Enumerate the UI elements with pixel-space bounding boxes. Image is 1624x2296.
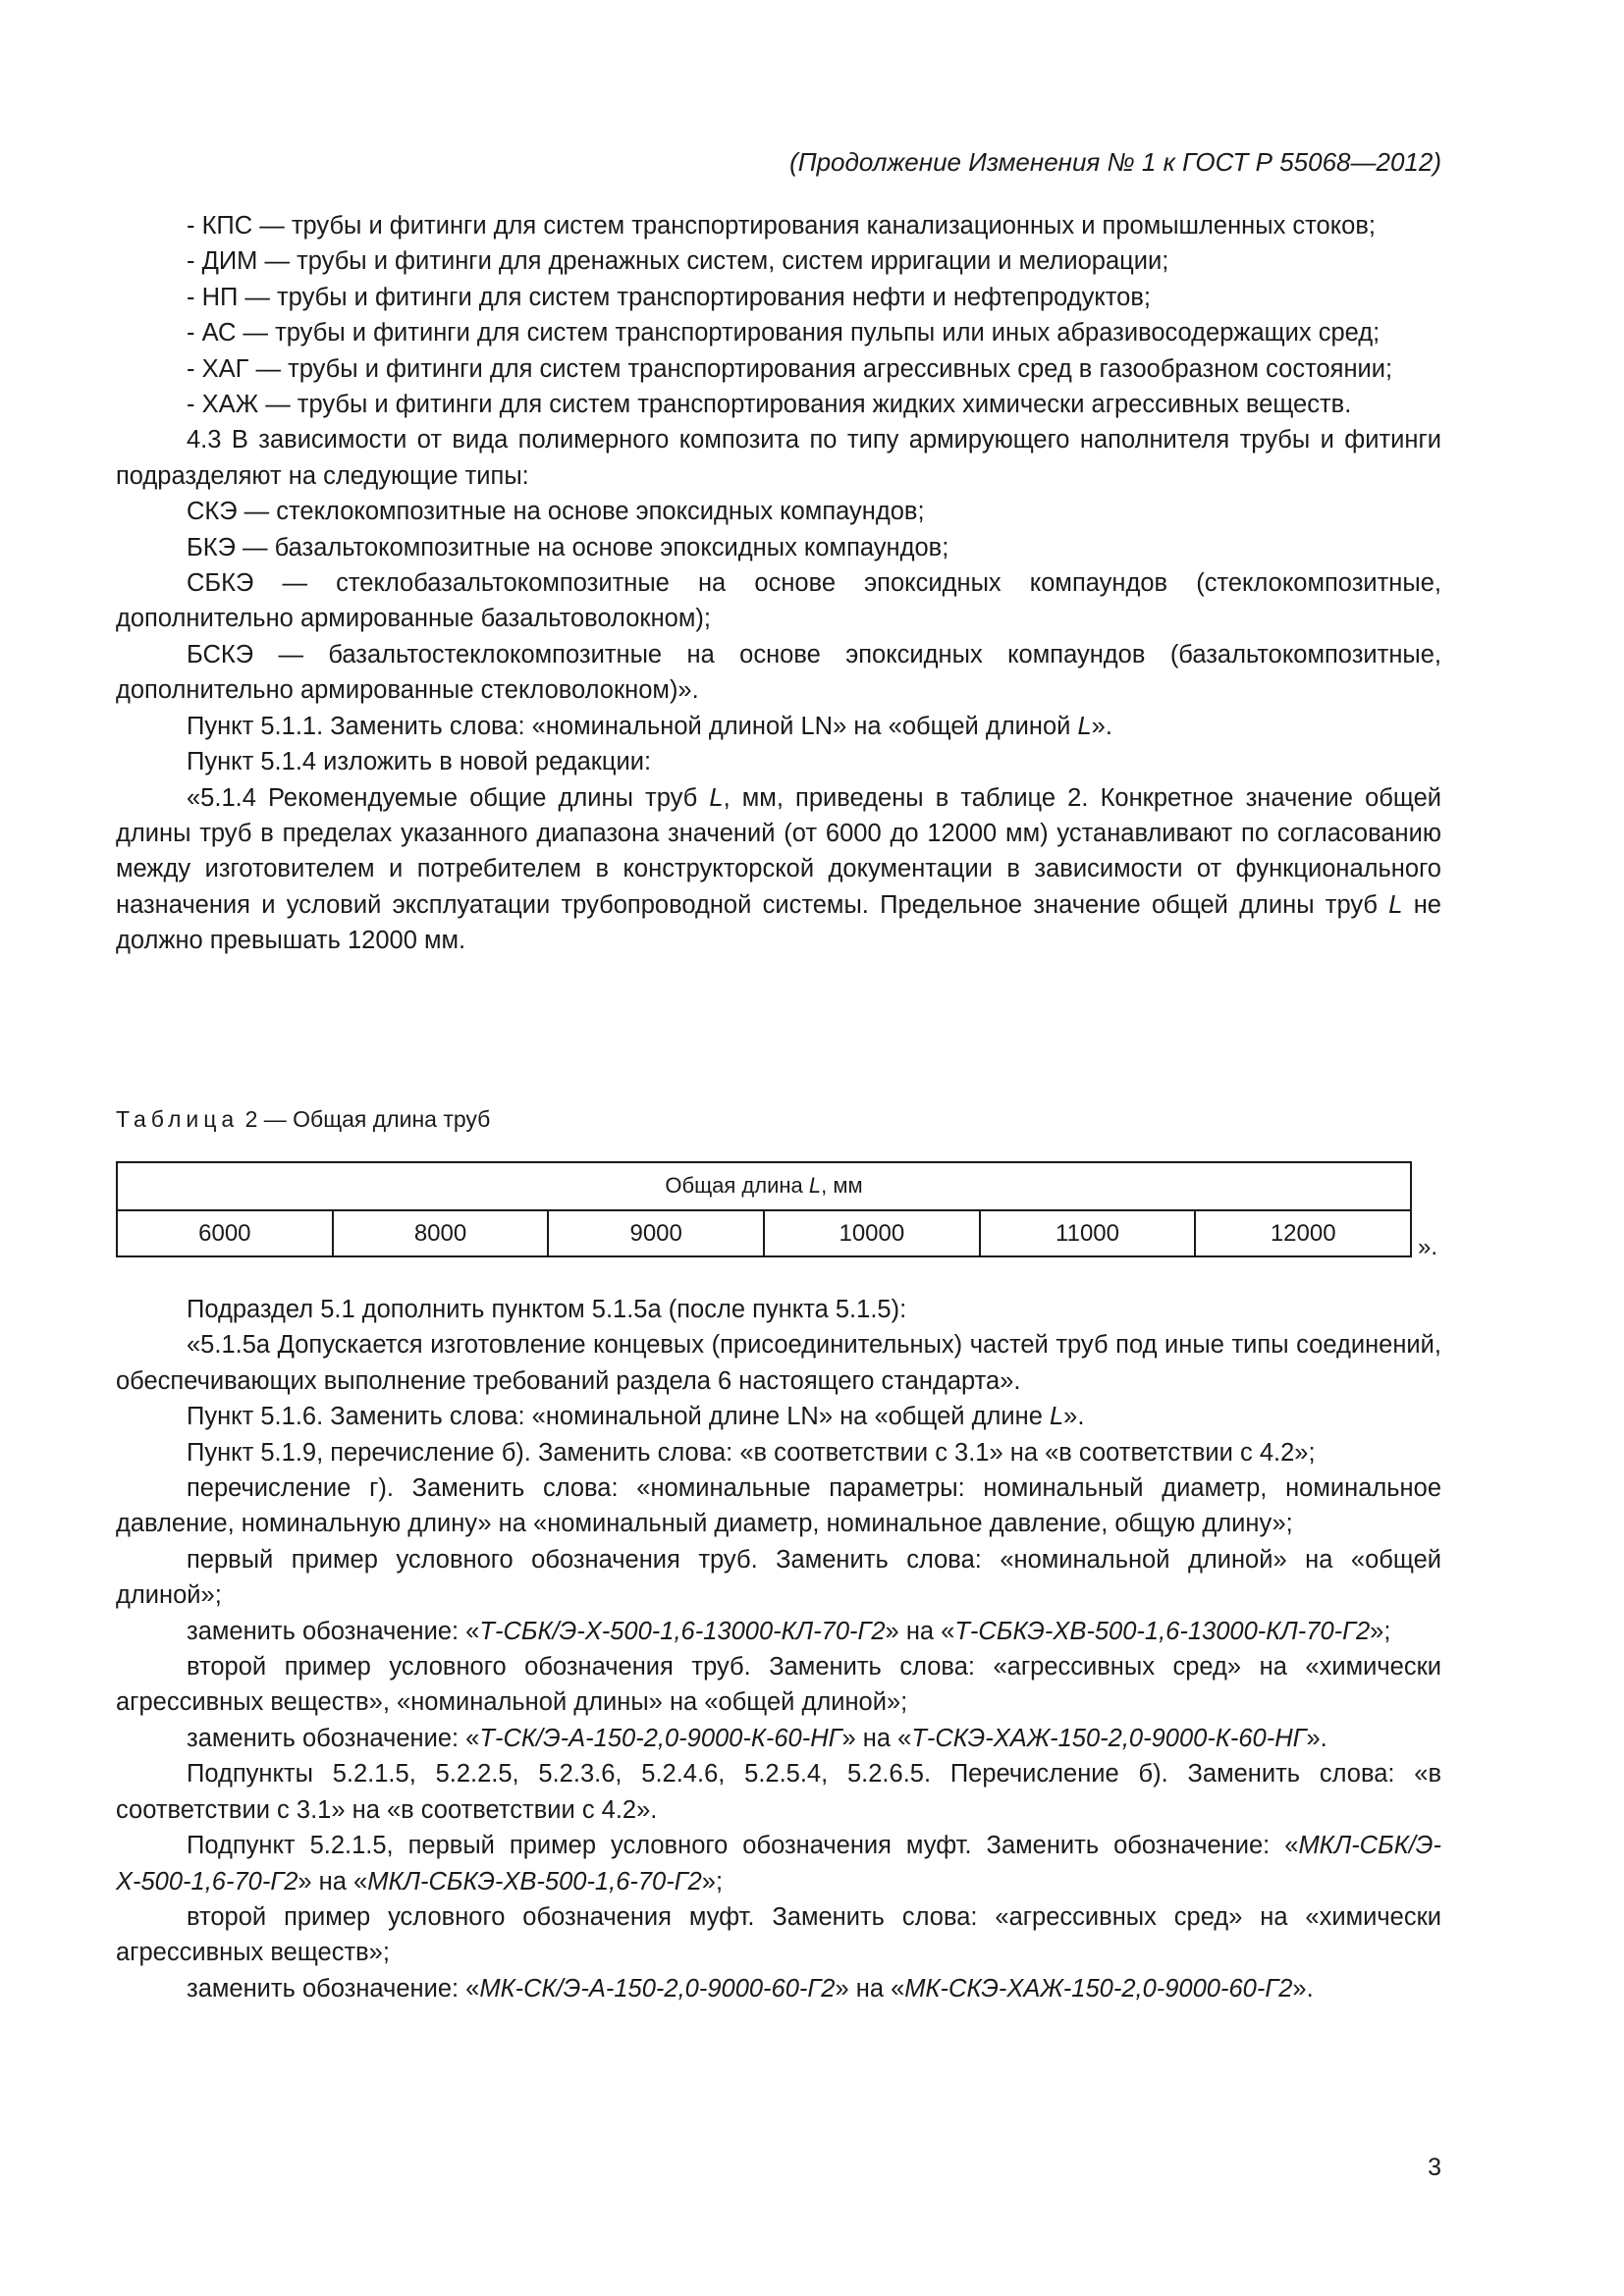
table-cell: 6000 bbox=[118, 1211, 334, 1257]
paragraph: СБКЭ — стеклобазальтокомпозитные на основе эпоксидных компаундов (стеклокомпозитные, дополнительно армированные базальтоволокном); bbox=[116, 569, 1441, 633]
closing-quote: ». bbox=[1418, 1234, 1438, 1260]
paragraph: Пункт 5.1.4 изложить в новой редакции: bbox=[187, 748, 652, 776]
paragraph: Подпункт 5.2.1.5, первый пример условного обозначения муфт. Заменить обозначение: «МКЛ-СБК/Э-Х-500-1,6-70-Г2» на «МКЛ-СБКЭ-ХВ-500-1,6-70-Г2»; bbox=[116, 1832, 1441, 1896]
paragraph: - ХАЖ — трубы и фитинги для систем транспортирования жидких химически агрессивных веществ. bbox=[187, 391, 1352, 419]
table-cell: 10000 bbox=[765, 1211, 981, 1257]
length-table bbox=[116, 1161, 1412, 1257]
paragraph: заменить обозначение: «Т-СБК/Э-Х-500-1,6-13000-КЛ-70-Г2» на «Т-СБКЭ-ХВ-500-1,6-13000-КЛ-70-Г2»; bbox=[187, 1617, 1391, 1645]
continuation-header: (Продолжение Изменения № 1 к ГОСТ Р 55068—2012) bbox=[789, 147, 1441, 177]
paragraph: Подпункты 5.2.1.5, 5.2.2.5, 5.2.3.6, 5.2.4.6, 5.2.5.4, 5.2.6.5. Перечисление б). Заменить слова: «в соответствии с 3.1» на «в соответствии с 4.2». bbox=[116, 1760, 1441, 1824]
table-cell: 11000 bbox=[981, 1211, 1197, 1257]
table-caption-text: 2 — Общая длина труб bbox=[244, 1106, 491, 1132]
paragraph: - КПС — трубы и фитинги для систем транспортирования канализационных и промышленных стоков; bbox=[187, 212, 1376, 240]
paragraph: - НП — трубы и фитинги для систем транспортирования нефти и нефтепродуктов; bbox=[187, 283, 1151, 311]
paragraph: «5.1.4 Рекомендуемые общие длины труб L, мм, приведены в таблице 2. Конкретное значение общей длины труб в пределах указанного диапазона значений (от 6000 до 12000 мм) устанавливают по согласованию между изготовителем и потребителем в конструкторской документации в зависимости от функционального назначения и условий эксплуатации трубопроводной системы. Предельное значение общей длины труб L не должно превышать 12000 мм. bbox=[116, 783, 1441, 955]
paragraph: - ХАГ — трубы и фитинги для систем транспортирования агрессивных сред в газообразном состоянии; bbox=[187, 354, 1393, 383]
table-caption-label: Таблица bbox=[116, 1106, 240, 1132]
paragraph: «5.1.5а Допускается изготовление концевых (присоединительных) частей труб под иные типы соединений, обеспечивающих выполнение требований раздела 6 настоящего стандарта». bbox=[116, 1331, 1441, 1395]
table-cell: 8000 bbox=[334, 1211, 550, 1257]
table-cell: 12000 bbox=[1270, 1220, 1336, 1247]
paragraph: - АС — трубы и фитинги для систем транспортирования пульпы или иных абразивосодержащих сред; bbox=[187, 319, 1380, 347]
table-row bbox=[118, 1211, 1410, 1257]
paragraph: первый пример условного обозначения труб. Заменить слова: «номинальной длиной» на «общей длиной»; bbox=[116, 1545, 1441, 1610]
table-header: Общая длина L, мм bbox=[118, 1163, 1410, 1211]
table-cell: 9000 bbox=[549, 1211, 765, 1257]
paragraph: БСКЭ — базальтостеклокомпозитные на основе эпоксидных компаундов (базальтокомпозитные, дополнительно армированные стекловолокном)». bbox=[116, 640, 1441, 705]
table-caption bbox=[116, 1104, 490, 1134]
text-block-upper bbox=[116, 208, 1441, 959]
paragraph: Пункт 5.1.6. Заменить слова: «номинальной длине LN» на «общей длине L». bbox=[187, 1403, 1085, 1431]
paragraph: - ДИМ — трубы и фитинги для дренажных систем, систем ирригации и мелиорации; bbox=[187, 247, 1169, 276]
paragraph: СКЭ — стеклокомпозитные на основе эпоксидных компаундов; bbox=[187, 498, 925, 526]
paragraph: Пункт 5.1.9, перечисление б). Заменить слова: «в соответствии с 3.1» на «в соответствии с 4.2»; bbox=[187, 1438, 1316, 1467]
text-block-lower bbox=[116, 1292, 1441, 2006]
paragraph: второй пример условного обозначения труб. Заменить слова: «агрессивных сред» на «химически агрессивных веществ», «номинальной длины» на «общей длиной»; bbox=[116, 1653, 1441, 1717]
paragraph: 4.3 В зависимости от вида полимерного композита по типу армирующего наполнителя трубы и фитинги подразделяют на следующие типы: bbox=[116, 426, 1441, 490]
paragraph: Подраздел 5.1 дополнить пунктом 5.1.5а (после пункта 5.1.5): bbox=[187, 1296, 907, 1323]
paragraph: второй пример условного обозначения муфт. Заменить слова: «агрессивных сред» на «химически агрессивных веществ»; bbox=[116, 1902, 1441, 1967]
paragraph: заменить обозначение: «Т-СК/Э-А-150-2,0-9000-К-60-НГ» на «Т-СКЭ-ХАЖ-150-2,0-9000-К-60-НГ». bbox=[187, 1724, 1327, 1752]
page-number: 3 bbox=[1428, 2154, 1441, 2181]
paragraph: Пункт 5.1.1. Заменить слова: «номинальной длиной LN» на «общей длиной L». bbox=[187, 712, 1112, 740]
paragraph: БКЭ — базальтокомпозитные на основе эпоксидных компаундов; bbox=[187, 533, 949, 561]
paragraph: перечисление г). Заменить слова: «номинальные параметры: номинальный диаметр, номинальное давление, номинальную длину» на «номинальный диаметр, номинальное давление, общую длину»; bbox=[116, 1474, 1441, 1538]
paragraph: заменить обозначение: «МК-СК/Э-А-150-2,0-9000-60-Г2» на «МК-СКЭ-ХАЖ-150-2,0-9000-60-Г2». bbox=[187, 1974, 1314, 2002]
